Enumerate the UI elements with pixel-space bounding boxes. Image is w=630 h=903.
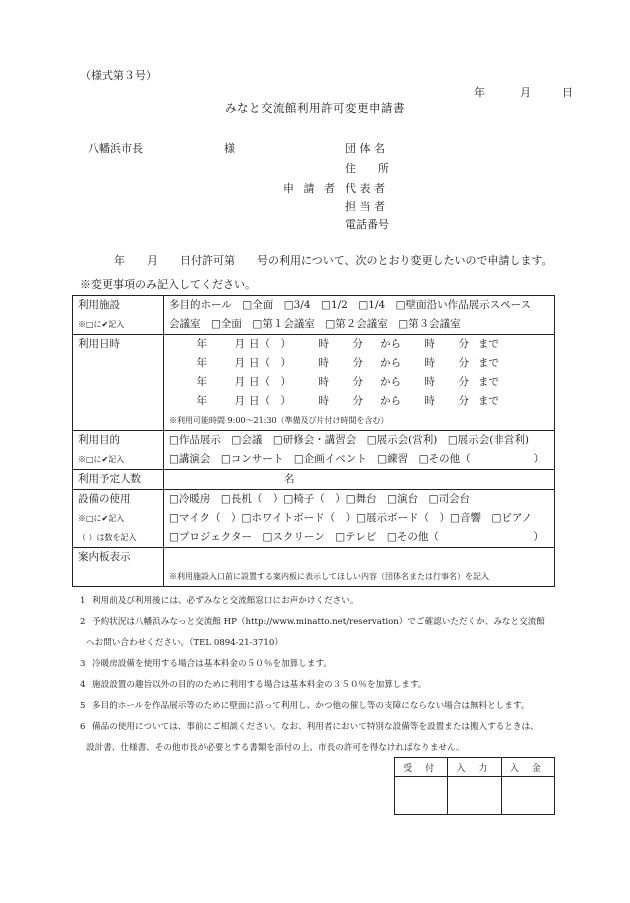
note-text: 施設設置の趣旨以外の目的のために利用する場合は基本料金の３５０％を加算します。 [92, 680, 427, 690]
reception-stamp-box [395, 777, 448, 815]
date-entry-part: 時 [318, 395, 329, 407]
date-entry-part: 日（ ） [249, 338, 291, 350]
input-stamp-box [448, 777, 501, 815]
equipment-options-3[interactable]: □プロジェクター □スクリーン □テレビ □その他（ ） [169, 531, 544, 543]
date-entry-part: 分 [352, 338, 363, 350]
sign-row [73, 548, 555, 587]
date-entry-part: から [380, 376, 401, 388]
date-entry-part: 月 [234, 395, 245, 407]
instruction-note: ※変更事項のみ記入してください。 [80, 278, 256, 291]
date-note: ※利用可能時間 9:00～21:30（準備及び片付け時間を含む） [169, 416, 389, 425]
facility-hall-options[interactable]: 多目的ホール □全面 □3/4 □1/2 □1/4 □壁面沿い作品展示スペース [169, 299, 532, 311]
purpose-label-cell: 利用目的 ※□に✔記入 [73, 431, 164, 470]
date-entry-part: 分 [458, 395, 469, 407]
facility-label-cell: 利用施設 ※□に✔記入 [73, 296, 164, 335]
note-item: へお問い合わせください。（TEL 0894-21-3710） [86, 638, 283, 648]
date-day: 日 [562, 86, 573, 99]
addressee: 八幡浜市長 [88, 142, 143, 155]
date-entry-part: 時 [318, 376, 329, 388]
date-entry-part: 時 [424, 395, 435, 407]
date-entry-part: 日（ ） [249, 376, 291, 388]
date-entry-part: から [380, 395, 401, 407]
note-number: 4 [80, 680, 86, 690]
note-number: 1 [80, 596, 86, 606]
date-entry-part: 時 [424, 376, 435, 388]
note-item [80, 594, 560, 615]
sign-content-cell[interactable] [164, 548, 555, 587]
date-entry-row[interactable] [169, 373, 549, 392]
purpose-options-1[interactable]: □作品展示 □会議 □研修会・講習会 □展示会(営利) □展示会(非営利) [169, 434, 529, 446]
date-entry-part: まで [478, 357, 499, 369]
date-entry-part: まで [478, 395, 499, 407]
date-entry-part: 分 [352, 395, 363, 407]
date-entry-row[interactable] [169, 354, 549, 373]
date-entry-part: から [380, 357, 401, 369]
people-unit: 名 [284, 473, 295, 485]
sign-label-cell: 案内板表示 [73, 548, 164, 587]
date-entry-part: 月 [234, 357, 245, 369]
applicant-contact-person[interactable]: 担 当 者 [345, 200, 385, 213]
purpose-row [73, 431, 555, 470]
date-entry-part: 年 [196, 338, 207, 350]
equipment-row [73, 490, 555, 548]
applicant-address[interactable]: 住 所 [345, 162, 389, 175]
date-entry-part: 年 [196, 376, 207, 388]
note-number: 3 [80, 659, 86, 669]
note-text: 冷暖房設備を使用する場合は基本料金の５０％を加算します。 [92, 659, 332, 669]
equipment-options-2[interactable]: □マイク（ ）□ホワイトボード（ ）□展示ボード（ ）□音響 □ピアノ [169, 512, 533, 524]
facility-meeting-options[interactable]: 会議室 □全面 □第１会議室 □第２会議室 □第３会議室 [169, 318, 461, 330]
form-number: （様式第３号） [80, 69, 157, 82]
note-text: 利用前及び利用後には、必ずみなと交流館窓口にお声かけください。 [92, 596, 359, 606]
people-count-cell[interactable] [164, 470, 555, 490]
application-table [72, 295, 555, 587]
note-number: 6 [80, 722, 86, 732]
note-number: 5 [80, 701, 86, 711]
date-row [73, 335, 555, 431]
intro-text: 年 月 日付許可第 号の利用について、次のとおり変更したいので申請します。 [114, 254, 553, 267]
applicant-phone[interactable]: 電話番号 [345, 218, 389, 231]
date-entry-part: 分 [352, 357, 363, 369]
date-year: 年 [474, 86, 485, 99]
date-entry-part: から [380, 338, 401, 350]
note-item [80, 678, 560, 699]
form-title: みなと交流館利用許可変更申請書 [225, 101, 405, 115]
note-item [80, 657, 560, 678]
office-use-table [394, 757, 555, 815]
date-entry-part: 年 [196, 395, 207, 407]
facility-row [73, 296, 555, 335]
date-entry-part: 分 [352, 376, 363, 388]
applicant-representative[interactable]: 代 表 者 [345, 182, 385, 195]
date-entry-part: 分 [458, 338, 469, 350]
date-entry-part: 分 [458, 357, 469, 369]
date-entry-part: まで [478, 376, 499, 388]
date-entry-part: 時 [318, 338, 329, 350]
note-text: 予約状況は八幡浜みなっと交流館 HP（http://www.minatto.net/reservation）でご確認いただくか、みなと交流館 [92, 617, 545, 627]
date-entry-part: 時 [424, 357, 435, 369]
date-entry-part: 分 [458, 376, 469, 388]
facility-options-cell[interactable] [164, 296, 555, 335]
purpose-options-cell[interactable] [164, 431, 555, 470]
application-date [474, 84, 573, 100]
note-item [80, 699, 560, 720]
notes-list [80, 594, 560, 762]
date-entry-row[interactable] [169, 335, 549, 354]
note-item [80, 720, 560, 741]
date-entry-part: 月 [234, 338, 245, 350]
payment-stamp-box [501, 777, 554, 815]
note-item [80, 615, 560, 636]
date-entry-part: 時 [424, 338, 435, 350]
people-label-cell: 利用予定人数 [73, 470, 164, 490]
sign-note: ※利用施設入口前に設置する案内板に表示してほしい内容（団体名または行事名）を記入 [169, 572, 489, 581]
input-header: 入 力 [448, 758, 501, 777]
purpose-options-2[interactable]: □講演会 □コンサート □企画イベント □練習 □その他（ ） [169, 453, 545, 465]
reception-header: 受 付 [395, 758, 448, 777]
note-number: 2 [80, 617, 86, 627]
date-entry-part: 年 [196, 357, 207, 369]
equipment-label-cell: 設備の使用 ※□に✔記入 （ ）は数を記入 [73, 490, 164, 548]
equipment-options-1[interactable]: □冷暖房 □長机（ ）□椅子（ ）□舞台 □演台 □司会台 [169, 493, 471, 505]
date-entry-row[interactable] [169, 392, 549, 411]
date-entry-part: 時 [318, 357, 329, 369]
date-entry-part: まで [478, 338, 499, 350]
people-row [73, 470, 555, 490]
date-entries-cell[interactable] [164, 335, 555, 431]
note-item: 設計書、仕様書、その他市長が必要とする書類を添付の上、市長の許可を得なければなりません。 [86, 743, 465, 753]
date-label-cell: 利用日時 [73, 335, 164, 431]
equipment-options-cell[interactable] [164, 490, 555, 548]
honorific: 様 [224, 142, 235, 155]
applicant-group-name[interactable]: 団 体 名 [345, 142, 385, 155]
date-entry-part: 月 [234, 376, 245, 388]
date-entry-part: 日（ ） [249, 395, 291, 407]
date-month: 月 [520, 86, 531, 99]
date-entry-part: 日（ ） [249, 357, 291, 369]
note-text: 多目的ホールを作品展示等のために壁面に沿って利用し、かつ他の催し等の支障にならない場合は無料とします。 [92, 701, 530, 711]
note-text: 備品の使用については、事前にご相談ください。なお、利用者において特別な設備等を設置または搬入するときは、 [92, 722, 539, 732]
payment-header: 入 金 [501, 758, 554, 777]
applicant-label: 申 請 者 [283, 182, 338, 195]
